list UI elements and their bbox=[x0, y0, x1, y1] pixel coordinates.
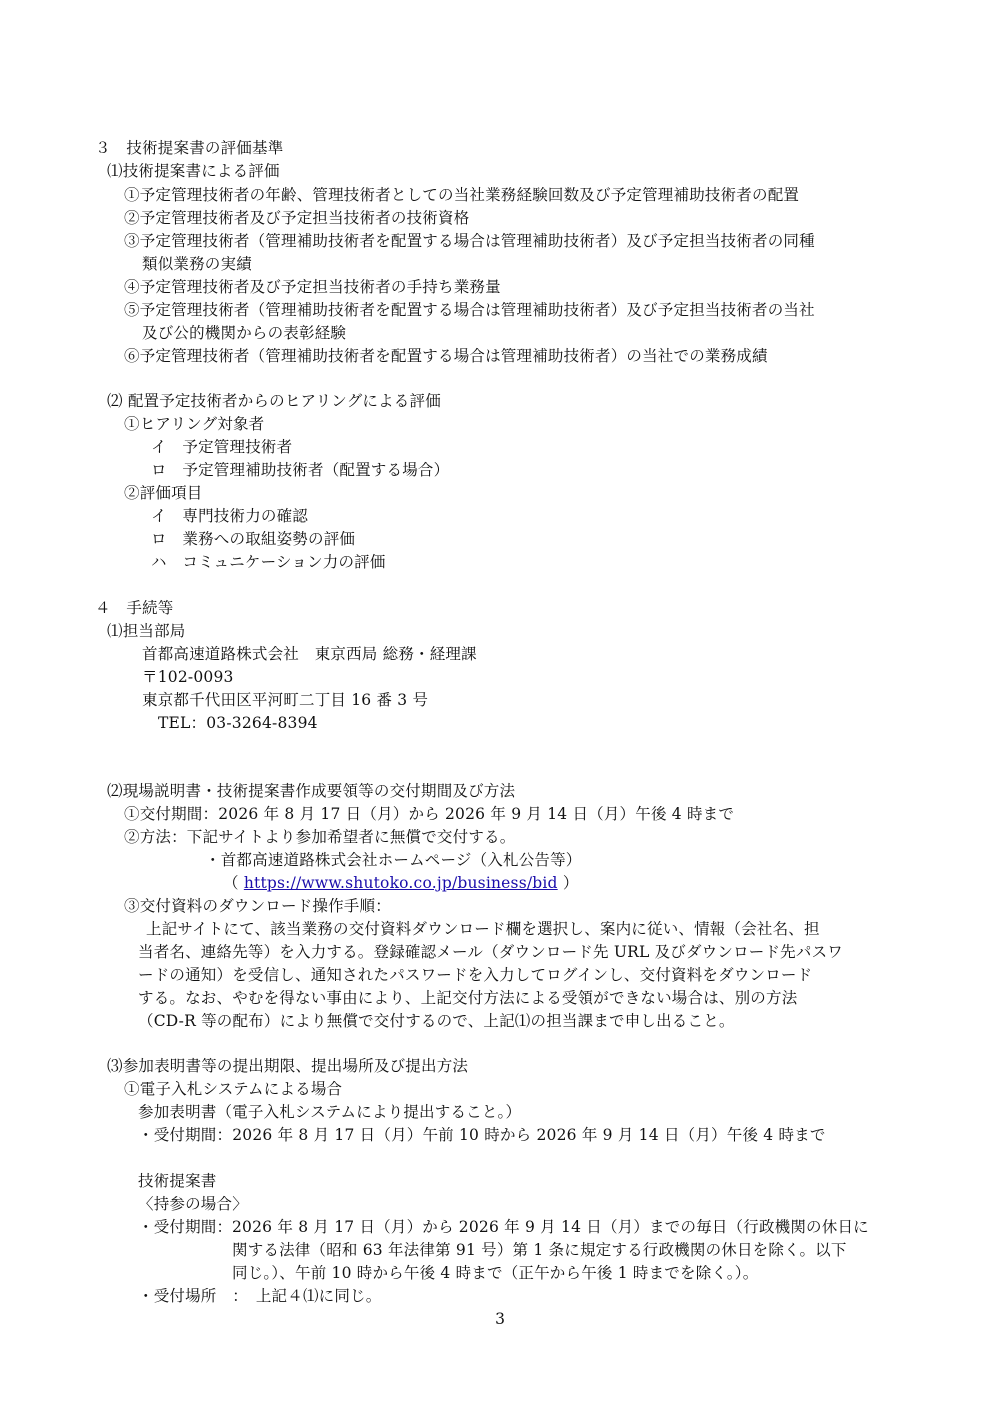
distribution-period: ①交付期間：2026 年 8 月 17 日（月）から 2026 年 9 月 14 日（月）午後 4 時まで bbox=[124, 805, 735, 823]
list-item: ⑤予定管理技術者（管理補助技術者を配置する場合は管理補助技術者）及び予定担当技術者の当社 bbox=[124, 301, 815, 319]
address: 東京都千代田区平河町二丁目 16 番 3 号 bbox=[142, 691, 429, 709]
list-item: ⑥予定管理技術者（管理補助技術者を配置する場合は管理補助技術者）の当社での業務成績 bbox=[124, 347, 768, 365]
reception-period: ・受付期間：2026 年 8 月 17 日（月）午前 10 時から 2026 年 9 月 14 日（月）午後 4 時まで bbox=[138, 1126, 826, 1144]
reception-period-label: ・受付期間： bbox=[138, 1218, 233, 1236]
url-close-paren: ） bbox=[557, 874, 579, 892]
list-item: ロ 業務への取組姿勢の評価 bbox=[151, 530, 356, 548]
technical-proposal-title: 技術提案書 bbox=[138, 1172, 217, 1190]
list-item: ②予定管理技術者及び予定担当技術者の技術資格 bbox=[124, 209, 470, 227]
section-4-2-title: ⑵現場説明書・技術提案書作成要領等の交付期間及び方法 bbox=[107, 782, 516, 800]
list-item: イ 予定管理技術者 bbox=[151, 438, 293, 456]
section-3-1-title: ⑴技術提案書による評価 bbox=[107, 162, 280, 180]
electronic-bid-title: ①電子入札システムによる場合 bbox=[124, 1080, 343, 1098]
section-3-2-title: ⑵ 配置予定技術者からのヒアリングによる評価 bbox=[107, 392, 441, 410]
section-4-1-title: ⑴担当部局 bbox=[107, 622, 186, 640]
page-number: 3 bbox=[495, 1310, 505, 1328]
procedure-text: する。なお、やむを得ない事由により、上記交付方法による受領ができない場合は、別の方法 bbox=[138, 989, 798, 1007]
procedure-text: （CD-R 等の配布）により無償で交付するので、上記⑴の担当課まで申し出ること。 bbox=[138, 1012, 735, 1030]
office-name: 首都高速道路株式会社 東京西局 総務・経理課 bbox=[142, 645, 477, 663]
bring-in-case-label: 〈持参の場合〉 bbox=[138, 1195, 248, 1213]
list-item-continuation: 及び公的機関からの表彰経験 bbox=[142, 324, 347, 342]
reception-period-text: 関する法律（昭和 63 年法律第 91 号）第 1 条に規定する行政機関の休日を除く。以下 bbox=[232, 1241, 847, 1259]
website-name: ・首都高速道路株式会社ホームページ（入札公告等） bbox=[205, 851, 582, 869]
section-3-heading: ３ 技術提案書の評価基準 bbox=[95, 139, 284, 157]
download-procedure-title: ③交付資料のダウンロード操作手順： bbox=[124, 897, 391, 915]
list-item: ハ コミュニケーション力の評価 bbox=[151, 553, 386, 571]
telephone: TEL：03-3264-8394 bbox=[158, 714, 318, 732]
procedure-text: 当者名、連絡先等）を入力する。登録確認メール（ダウンロード先 URL 及びダウンロード先パスワ bbox=[138, 943, 843, 961]
list-item: ③予定管理技術者（管理補助技術者を配置する場合は管理補助技術者）及び予定担当技術者の同種 bbox=[124, 232, 815, 250]
procedure-text: ードの通知）を受信し、通知されたパスワードを入力してログインし、交付資料をダウンロード bbox=[138, 966, 813, 984]
section-4-heading: ４ 手続等 bbox=[95, 599, 174, 617]
reception-place: ・受付場所 ： 上記４⑴に同じ。 bbox=[138, 1287, 382, 1305]
url-open-paren: （ bbox=[223, 874, 244, 892]
list-item-continuation: 類似業務の実績 bbox=[142, 255, 252, 273]
list-item: ④予定管理技術者及び予定担当技術者の手持ち業務量 bbox=[124, 278, 501, 296]
website-url-line bbox=[223, 872, 579, 894]
hearing-target-title: ①ヒアリング対象者 bbox=[124, 415, 265, 433]
list-item: ロ 予定管理補助技術者（配置する場合） bbox=[151, 461, 450, 479]
distribution-method: ②方法：下記サイトより参加希望者に無償で交付する。 bbox=[124, 828, 516, 846]
procedure-text: 上記サイトにて、該当業務の交付資料ダウンロード欄を選択し、案内に従い、情報（会社名、担 bbox=[146, 920, 820, 938]
list-item: ①予定管理技術者の年齢、管理技術者としての当社業務経験回数及び予定管理補助技術者の配置 bbox=[124, 186, 800, 204]
participation-form: 参加表明書（電子入札システムにより提出すること。） bbox=[138, 1103, 522, 1121]
bid-url-link[interactable]: https://www.shutoko.co.jp/business/bid bbox=[243, 874, 558, 892]
reception-period-text: 同じ。）、午前 10 時から午後 4 時まで（正午から午後 1 時までを除く。）。 bbox=[232, 1264, 759, 1282]
evaluation-items-title: ②評価項目 bbox=[124, 484, 203, 502]
section-4-3-title: ⑶参加表明書等の提出期限、提出場所及び提出方法 bbox=[107, 1057, 469, 1075]
reception-period-text: 2026 年 8 月 17 日（月）から 2026 年 9 月 14 日（月）までの毎日（行政機関の休日に bbox=[232, 1218, 869, 1236]
list-item: イ 専門技術力の確認 bbox=[151, 507, 309, 525]
postal-code: 〒102-0093 bbox=[142, 668, 234, 686]
